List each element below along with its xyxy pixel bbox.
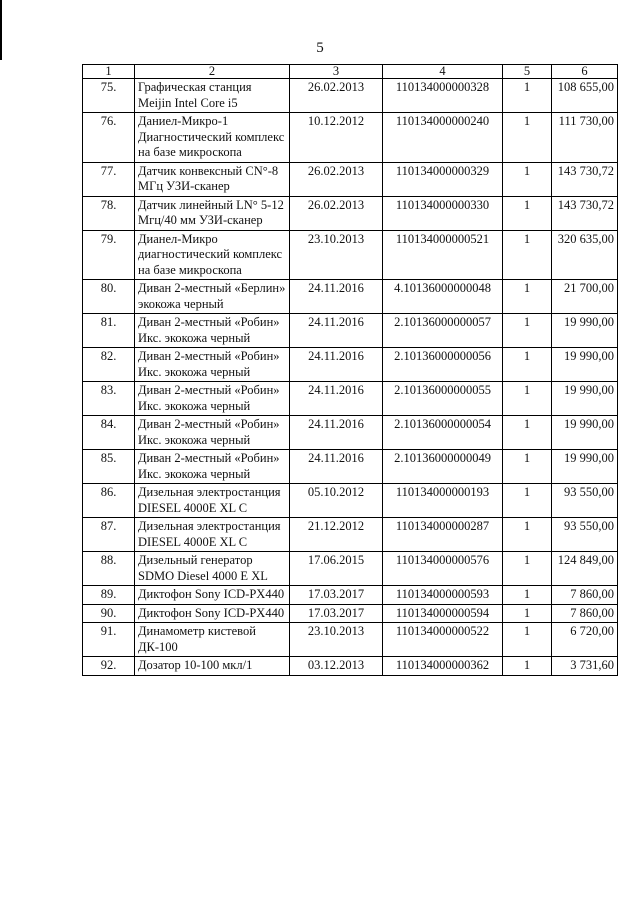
inventory-code: 110134000000329 <box>383 162 503 196</box>
table-row <box>83 314 618 348</box>
acquisition-date: 24.11.2016 <box>290 416 383 450</box>
row-number: 85. <box>83 450 135 484</box>
quantity: 1 <box>503 280 552 314</box>
quantity: 1 <box>503 382 552 416</box>
quantity: 1 <box>503 162 552 196</box>
item-name: Датчик линейный LN° 5-12 Мгц/40 мм УЗИ-сканер <box>135 196 290 230</box>
inventory-code: 4.10136000000048 <box>383 280 503 314</box>
table-row <box>83 196 618 230</box>
table-row <box>83 450 618 484</box>
table-row <box>83 230 618 280</box>
acquisition-date: 24.11.2016 <box>290 280 383 314</box>
acquisition-date: 23.10.2013 <box>290 230 383 280</box>
item-name: Диван 2-местный «Берлин» экокожа черный <box>135 280 290 314</box>
table-row <box>83 586 618 605</box>
acquisition-date: 24.11.2016 <box>290 382 383 416</box>
table-row <box>83 552 618 586</box>
item-name: Дизельная электростанция DIESEL 4000E XL C <box>135 518 290 552</box>
quantity: 1 <box>503 518 552 552</box>
item-name: Диван 2-местный «Робин» Икс. экокожа черный <box>135 450 290 484</box>
inventory-code: 110134000000594 <box>383 604 503 623</box>
item-name: Дианел-Микро диагностический комплекс на базе микроскопа <box>135 230 290 280</box>
acquisition-date: 26.02.2013 <box>290 196 383 230</box>
row-number: 76. <box>83 113 135 163</box>
acquisition-date: 21.12.2012 <box>290 518 383 552</box>
inventory-code: 110134000000330 <box>383 196 503 230</box>
quantity: 1 <box>503 450 552 484</box>
quantity: 1 <box>503 79 552 113</box>
value-amount: 19 990,00 <box>552 416 618 450</box>
inventory-code: 110134000000328 <box>383 79 503 113</box>
value-amount: 108 655,00 <box>552 79 618 113</box>
quantity: 1 <box>503 416 552 450</box>
table-row <box>83 604 618 623</box>
row-number: 80. <box>83 280 135 314</box>
table-row <box>83 623 618 657</box>
table-row <box>83 280 618 314</box>
table-row <box>83 416 618 450</box>
acquisition-date: 26.02.2013 <box>290 79 383 113</box>
inventory-code: 2.10136000000054 <box>383 416 503 450</box>
value-amount: 7 860,00 <box>552 586 618 605</box>
value-amount: 3 731,60 <box>552 657 618 676</box>
item-name: Диван 2-местный «Робин» Икс. экокожа черный <box>135 348 290 382</box>
item-name: Графическая станция Meijin Intel Core i5 <box>135 79 290 113</box>
acquisition-date: 17.03.2017 <box>290 586 383 605</box>
value-amount: 320 635,00 <box>552 230 618 280</box>
row-number: 84. <box>83 416 135 450</box>
row-number: 79. <box>83 230 135 280</box>
row-number: 77. <box>83 162 135 196</box>
row-number: 75. <box>83 79 135 113</box>
inventory-code: 110134000000576 <box>383 552 503 586</box>
item-name: Даниел-Микро-1 Диагностический комплекс на базе микроскопа <box>135 113 290 163</box>
value-amount: 19 990,00 <box>552 348 618 382</box>
row-number: 89. <box>83 586 135 605</box>
inventory-code: 110134000000287 <box>383 518 503 552</box>
column-header: 2 <box>135 65 290 79</box>
table-row <box>83 348 618 382</box>
page-number: 5 <box>316 40 324 56</box>
row-number: 81. <box>83 314 135 348</box>
row-number: 82. <box>83 348 135 382</box>
inventory-code: 110134000000521 <box>383 230 503 280</box>
row-number: 90. <box>83 604 135 623</box>
inventory-code: 110134000000362 <box>383 657 503 676</box>
inventory-code: 110134000000240 <box>383 113 503 163</box>
acquisition-date: 03.12.2013 <box>290 657 383 676</box>
value-amount: 124 849,00 <box>552 552 618 586</box>
inventory-code: 110134000000593 <box>383 586 503 605</box>
inventory-code: 2.10136000000057 <box>383 314 503 348</box>
column-header: 5 <box>503 65 552 79</box>
inventory-code: 2.10136000000055 <box>383 382 503 416</box>
value-amount: 21 700,00 <box>552 280 618 314</box>
acquisition-date: 10.12.2012 <box>290 113 383 163</box>
acquisition-date: 24.11.2016 <box>290 314 383 348</box>
value-amount: 19 990,00 <box>552 314 618 348</box>
inventory-code: 2.10136000000049 <box>383 450 503 484</box>
quantity: 1 <box>503 552 552 586</box>
quantity: 1 <box>503 113 552 163</box>
quantity: 1 <box>503 230 552 280</box>
item-name: Диван 2-местный «Робин» Икс. экокожа черный <box>135 382 290 416</box>
value-amount: 7 860,00 <box>552 604 618 623</box>
column-header: 1 <box>83 65 135 79</box>
value-amount: 6 720,00 <box>552 623 618 657</box>
quantity: 1 <box>503 314 552 348</box>
table-row <box>83 382 618 416</box>
acquisition-date: 24.11.2016 <box>290 348 383 382</box>
row-number: 91. <box>83 623 135 657</box>
row-number: 86. <box>83 484 135 518</box>
table-header-row <box>83 65 618 79</box>
value-amount: 143 730,72 <box>552 196 618 230</box>
column-header: 4 <box>383 65 503 79</box>
quantity: 1 <box>503 623 552 657</box>
value-amount: 143 730,72 <box>552 162 618 196</box>
value-amount: 93 550,00 <box>552 484 618 518</box>
acquisition-date: 24.11.2016 <box>290 450 383 484</box>
value-amount: 19 990,00 <box>552 382 618 416</box>
inventory-table <box>82 64 618 676</box>
item-name: Диван 2-местный «Робин» Икс. экокожа черный <box>135 314 290 348</box>
column-header: 3 <box>290 65 383 79</box>
acquisition-date: 17.03.2017 <box>290 604 383 623</box>
quantity: 1 <box>503 586 552 605</box>
row-number: 83. <box>83 382 135 416</box>
table-row <box>83 518 618 552</box>
quantity: 1 <box>503 196 552 230</box>
row-number: 87. <box>83 518 135 552</box>
acquisition-date: 17.06.2015 <box>290 552 383 586</box>
item-name: Диван 2-местный «Робин» Икс. экокожа черный <box>135 416 290 450</box>
table-row <box>83 657 618 676</box>
row-number: 88. <box>83 552 135 586</box>
item-name: Диктофон Sony ICD-PX440 <box>135 586 290 605</box>
quantity: 1 <box>503 484 552 518</box>
acquisition-date: 23.10.2013 <box>290 623 383 657</box>
item-name: Дизельная электростанция DIESEL 4000E XL C <box>135 484 290 518</box>
item-name: Датчик конвексный CN°-8 МГц УЗИ-сканер <box>135 162 290 196</box>
table-row <box>83 113 618 163</box>
inventory-code: 110134000000522 <box>383 623 503 657</box>
table-row <box>83 79 618 113</box>
quantity: 1 <box>503 604 552 623</box>
item-name: Диктофон Sony ICD-PX440 <box>135 604 290 623</box>
table-row <box>83 484 618 518</box>
value-amount: 93 550,00 <box>552 518 618 552</box>
item-name: Дизельный генератор SDMO Diesel 4000 E XL <box>135 552 290 586</box>
item-name: Дозатор 10-100 мкл/1 <box>135 657 290 676</box>
column-header: 6 <box>552 65 618 79</box>
row-number: 92. <box>83 657 135 676</box>
inventory-code: 2.10136000000056 <box>383 348 503 382</box>
acquisition-date: 26.02.2013 <box>290 162 383 196</box>
item-name: Динамометр кистевой ДК-100 <box>135 623 290 657</box>
value-amount: 19 990,00 <box>552 450 618 484</box>
acquisition-date: 05.10.2012 <box>290 484 383 518</box>
row-number: 78. <box>83 196 135 230</box>
table-row <box>83 162 618 196</box>
quantity: 1 <box>503 348 552 382</box>
inventory-code: 110134000000193 <box>383 484 503 518</box>
value-amount: 111 730,00 <box>552 113 618 163</box>
quantity: 1 <box>503 657 552 676</box>
